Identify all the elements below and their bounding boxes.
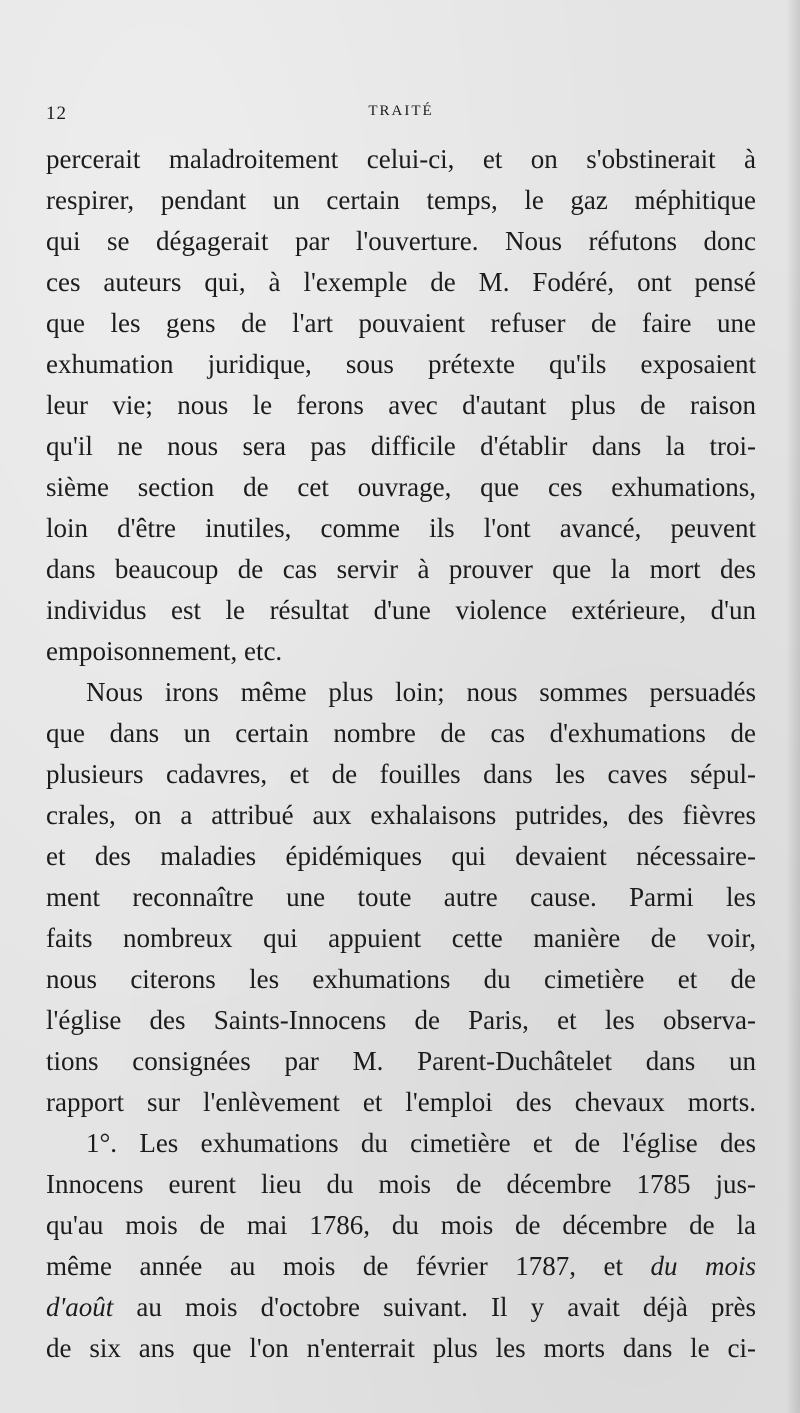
text-line: dans beaucoup de cas servir à prouver que la mort des (46, 554, 756, 584)
text-line: loin d'être inutiles, comme ils l'ont avancé, peuvent (46, 513, 756, 543)
text-line: crales, on a attribué aux exhalaisons putrides, des fièvres (46, 800, 756, 830)
text-line: nous citerons les exhumations du cimetière et de (46, 964, 756, 994)
italic-segment: d'août (46, 1292, 114, 1322)
paragraph-first-line: 1°. Les exhumations du cimetière et de l'église des (86, 1128, 756, 1158)
text-line: percerait maladroitement celui-ci, et on s'obstinerait à (46, 144, 756, 174)
text-line: qui se dégagerait par l'ouverture. Nous réfutons donc (46, 226, 756, 256)
paragraph-first-line: Nous irons même plus loin; nous sommes persuadés (86, 677, 756, 707)
text-segment: au mois d'octobre suivant. Il y avait déjà près (113, 1292, 756, 1322)
text-line: que les gens de l'art pouvaient refuser de faire une (46, 308, 756, 338)
text-line: ces auteurs qui, à l'exemple de M. Fodéré, ont pensé (46, 267, 756, 297)
text-line: tions consignées par M. Parent-Duchâtelet dans un (46, 1046, 756, 1076)
text-line: Innocens eurent lieu du mois de décembre 1785 jus- (46, 1169, 756, 1199)
text-line: individus est le résultat d'une violence extérieure, d'un (46, 595, 756, 625)
body-text (46, 139, 756, 1369)
text-line: leur vie; nous le ferons avec d'autant plus de raison (46, 390, 756, 420)
italic-segment: du mois (650, 1251, 756, 1281)
page-header (46, 103, 756, 127)
text-line: ment reconnaître une toute autre cause. Parmi les (46, 882, 756, 912)
text-segment: même année au mois de février 1787, et (46, 1251, 623, 1281)
text-line: que dans un certain nombre de cas d'exhumations de (46, 718, 756, 748)
text-line: l'église des Saints-Innocens de Paris, et les observa- (46, 1005, 756, 1035)
text-line: qu'il ne nous sera pas difficile d'établir dans la troi- (46, 431, 756, 461)
page-number: 12 (46, 103, 67, 124)
text-line: empoisonnement, etc. (46, 636, 283, 666)
page-edge-shadow (786, 0, 800, 1413)
text-line: plusieurs cadavres, et de fouilles dans les caves sépul- (46, 759, 756, 789)
text-line: respirer, pendant un certain temps, le gaz méphitique (46, 185, 756, 215)
text-line: de six ans que l'on n'enterrait plus les morts dans le ci- (46, 1333, 756, 1363)
text-line: qu'au mois de mai 1786, du mois de décembre de la (46, 1210, 756, 1240)
text-line: sième section de cet ouvrage, que ces exhumations, (46, 472, 756, 502)
text-line: rapport sur l'enlèvement et l'emploi des chevaux morts. (46, 1087, 756, 1117)
text-line: faits nombreux qui appuient cette manière de voir, (46, 923, 756, 953)
text-line: exhumation juridique, sous prétexte qu'ils exposaient (46, 349, 756, 379)
text-line-mixed (46, 1246, 756, 1287)
text-line: et des maladies épidémiques qui devaient nécessaire- (46, 841, 756, 871)
text-line-mixed (46, 1287, 756, 1328)
running-head: TRAITÉ (368, 103, 434, 119)
